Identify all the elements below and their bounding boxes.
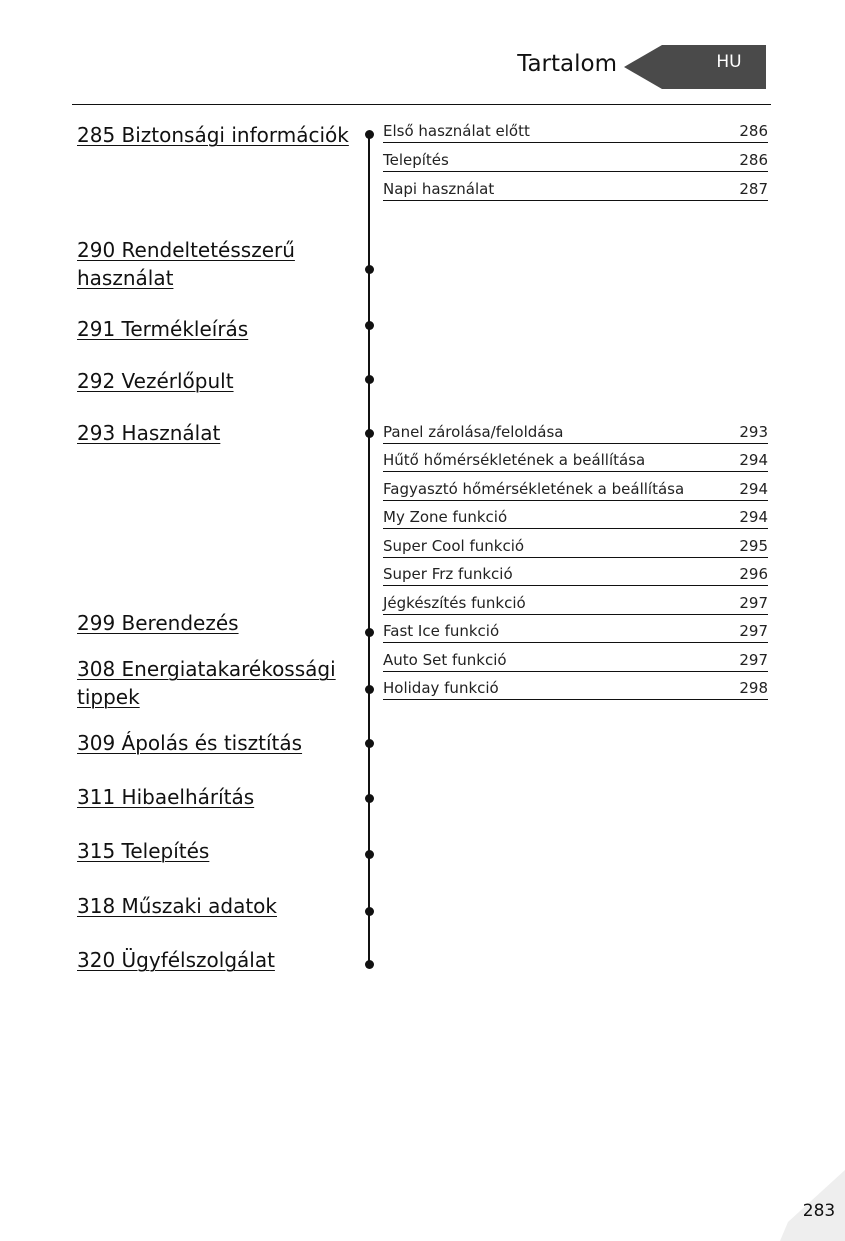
subentry-label: Fagyasztó hőmérsékletének a beállítása (383, 480, 685, 498)
subentry-label: Hűtő hőmérsékletének a beállítása (383, 451, 646, 469)
chapter-link-safety[interactable]: 285 Biztonsági információk (77, 123, 349, 147)
subentry-label: Panel zárolása/feloldása (383, 423, 564, 441)
subentry-page: 286 (739, 122, 768, 140)
subentry-label: Első használat előtt (383, 122, 530, 140)
subentry-label: Telepítés (383, 151, 449, 169)
chapter-link-care-cleaning[interactable]: 309 Ápolás és tisztítás (77, 731, 303, 755)
timeline-dot (365, 960, 374, 969)
subentry-page: 297 (739, 622, 768, 640)
subentry-page: 294 (739, 480, 768, 498)
subentry-link[interactable] (383, 180, 768, 201)
subentry-link[interactable] (383, 480, 768, 501)
subentry-label: Fast Ice funkció (383, 622, 500, 640)
subentry-link[interactable] (383, 594, 768, 615)
subentry-page: 294 (739, 508, 768, 526)
subentry-label: Holiday funkció (383, 679, 499, 697)
subentry-link[interactable] (383, 679, 768, 700)
timeline-dot (365, 265, 374, 274)
timeline-dot (365, 685, 374, 694)
chapter-link-technical-data[interactable]: 318 Műszaki adatok (77, 894, 277, 918)
timeline-dot (365, 628, 374, 637)
timeline-dot (365, 739, 374, 748)
timeline-dot (365, 130, 374, 139)
subentry-page: 287 (739, 180, 768, 198)
timeline-line (368, 132, 370, 964)
subentry-label: My Zone funkció (383, 508, 508, 526)
subentry-label: Super Frz funkció (383, 565, 513, 583)
timeline-dot (365, 321, 374, 330)
chapter-link-equipment[interactable]: 299 Berendezés (77, 611, 239, 635)
subentry-label: Napi használat (383, 180, 495, 198)
chapter-link-product-description[interactable]: 291 Termékleírás (77, 317, 249, 341)
subentry-label: Super Cool funkció (383, 537, 525, 555)
subentry-link[interactable] (383, 651, 768, 672)
timeline-dot (365, 907, 374, 916)
chapter-link-customer-service[interactable]: 320 Ügyfélszolgálat (77, 948, 275, 972)
subentry-page: 297 (739, 594, 768, 612)
subentry-link[interactable] (383, 151, 768, 172)
subentry-link[interactable] (383, 508, 768, 529)
subentry-link[interactable] (383, 451, 768, 472)
subentry-page: 298 (739, 679, 768, 697)
subentry-link[interactable] (383, 622, 768, 643)
chapter-link-installation[interactable]: 315 Telepítés (77, 839, 210, 863)
timeline-dot (365, 794, 374, 803)
chapter-link-troubleshooting[interactable]: 311 Hibaelhárítás (77, 785, 255, 809)
subentry-page: 296 (739, 565, 768, 583)
timeline-dot (365, 375, 374, 384)
timeline-dot (365, 850, 374, 859)
subentry-page: 286 (739, 151, 768, 169)
subentry-page: 297 (739, 651, 768, 669)
header-divider (72, 104, 771, 105)
subentry-label: Auto Set funkció (383, 651, 507, 669)
subentry-page: 294 (739, 451, 768, 469)
subentry-label: Jégkészítés funkció (383, 594, 526, 612)
language-tab (624, 45, 766, 89)
language-label: HU (716, 52, 742, 72)
subentry-page: 293 (739, 423, 768, 441)
subentry-page: 295 (739, 537, 768, 555)
chapter-link-intended-use[interactable]: 290 Rendeltetésszerű használat (77, 238, 295, 290)
chapter-link-control-panel[interactable]: 292 Vezérlőpult (77, 369, 234, 393)
subentry-link[interactable] (383, 537, 768, 558)
chapter-link-usage[interactable]: 293 Használat (77, 421, 221, 445)
page-title: Tartalom (517, 51, 617, 77)
chapter-link-energy-tips[interactable]: 308 Energiatakarékossági tippek (77, 657, 336, 709)
subentry-link[interactable] (383, 423, 768, 444)
subentry-link[interactable] (383, 565, 768, 586)
page-number: 283 (802, 1201, 836, 1221)
subentry-link[interactable] (383, 122, 768, 143)
timeline-dot (365, 429, 374, 438)
